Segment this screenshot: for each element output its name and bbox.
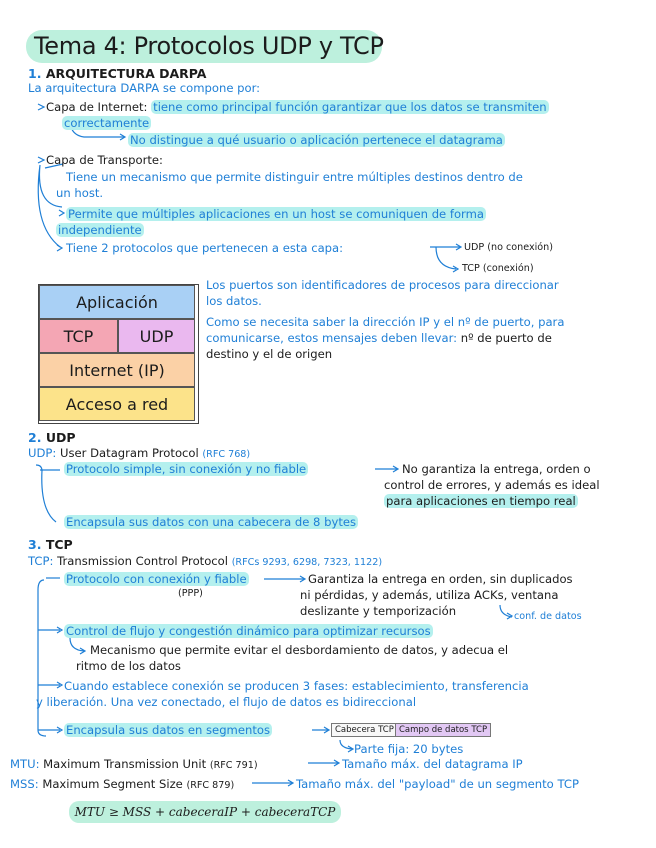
tcp-guarantee-1: Garantiza la entrega en orden, sin duplicados — [308, 572, 573, 586]
mss-description: Tamaño máx. del "payload" de un segmento TCP — [296, 777, 579, 791]
ports-text-4: comunicarse, estos mensajes deben llevar: nº de puerto de — [206, 331, 552, 345]
tcp-encapsulation: Encapsula sus datos en segmentos — [66, 723, 271, 737]
transport-point-1b: un host. — [56, 186, 104, 200]
udp-no-guarantee-3: para aplicaciones en tiempo real — [386, 494, 576, 508]
mtu-line: MTU: Maximum Transmission Unit (RFC 791) — [10, 757, 258, 771]
transport-point-2b: independiente — [58, 223, 142, 237]
ports-text-2: los datos. — [206, 294, 262, 308]
tcp-phases-1: Cuando establece conexión se producen 3 fases: establecimiento, transferencia — [64, 679, 529, 693]
udp-simple-protocol: Protocolo simple, sin conexión y no fiable — [66, 462, 307, 476]
tcp-flow-control: Control de flujo y congestión dinámico para optimizar recursos — [66, 624, 431, 638]
udp-encapsulation: Encapsula sus datos con una cabecera de 8 bytes — [66, 515, 357, 529]
ports-text-1: Los puertos son identificadores de procesos para direccionar — [206, 278, 559, 292]
darpa-intro: La arquitectura DARPA se compone por: — [28, 81, 261, 95]
section-3-heading: 3. TCP — [28, 537, 73, 552]
internet-layer-note: No distingue a qué usuario o aplicación pertenece el datagrama — [130, 133, 503, 147]
mss-line: MSS: Maximum Segment Size (RFC 879) — [10, 777, 235, 791]
ports-text-6: destino y el de origen — [206, 347, 333, 361]
mtu-description: Tamaño máx. del datagrama IP — [342, 757, 523, 771]
tcp-phases-2: y liberación. Una vez conectado, el flujo de datos es bidireccional — [36, 695, 417, 709]
mtu-formula: MTU ≥ MSS + cabeceraIP + cabeceraTCP — [69, 801, 341, 823]
tcp-list-item: TCP (conexión) — [462, 263, 534, 274]
ports-text-3: Como se necesita saber la dirección IP y el nº de puerto, para — [206, 315, 565, 329]
tcp-fixed-part: Parte fija: 20 bytes — [354, 742, 464, 756]
tcp-mechanism-1: Mecanismo que permite evitar el desbordamiento de datos, y adecua el — [90, 643, 509, 657]
transport-point-2: Permite que múltiples aplicaciones en un host se comuniquen de forma — [68, 207, 485, 221]
udp-no-guarantee-2: control de errores, y además es ideal — [384, 478, 600, 492]
udp-definition: UDP: User Datagram Protocol (RFC 768) — [28, 446, 251, 460]
layer-network-access: Acceso a red — [39, 387, 195, 421]
tcp-guarantee-2: ni pérdidas, y además, utiliza ACKs, ventana — [300, 588, 559, 602]
layer-application: Aplicación — [39, 285, 195, 319]
udp-list-item: UDP (no conexión) — [464, 242, 553, 253]
section-2-heading: 2. UDP — [28, 430, 76, 445]
udp-no-guarantee-1: No garantiza la entrega, orden o — [402, 462, 591, 476]
layer-internet: Internet (IP) — [39, 353, 195, 387]
layer-udp: UDP — [118, 319, 195, 353]
layer-tcp: TCP — [39, 319, 118, 353]
section-1-heading: 1. ARQUITECTURA DARPA — [28, 66, 207, 81]
transport-layer-label: Capa de Transporte: — [46, 153, 163, 167]
tcp-guarantee-3: deslizante y temporización — [300, 604, 457, 618]
tcp-definition: TCP: Transmission Control Protocol (RFCs 9293, 6298, 7323, 1122) — [28, 554, 383, 568]
internet-layer-line: Capa de Internet: tiene como principal función garantizar que los datos se transmiten — [46, 100, 547, 114]
tcp-ppp-note: (PPP) — [178, 588, 203, 599]
page-title: Tema 4: Protocolos UDP y TCP — [34, 32, 384, 60]
tcp-reliable-protocol: Protocolo con conexión y fiable — [66, 572, 247, 586]
tcp-mechanism-2: ritmo de los datos — [76, 659, 181, 673]
tcp-data-field-box: Campo de datos TCP — [395, 723, 491, 737]
transport-point-1: Tiene un mecanismo que permite distinguir entre múltiples destinos dentro de — [66, 170, 523, 184]
tcp-conf-note: conf. de datos — [514, 611, 582, 622]
tcp-header-box: Cabecera TCP — [331, 723, 398, 737]
transport-point-3: Tiene 2 protocolos que pertenecen a esta capa: — [66, 241, 344, 255]
protocol-stack-diagram — [38, 284, 199, 424]
internet-layer-line-2: correctamente — [64, 116, 150, 130]
